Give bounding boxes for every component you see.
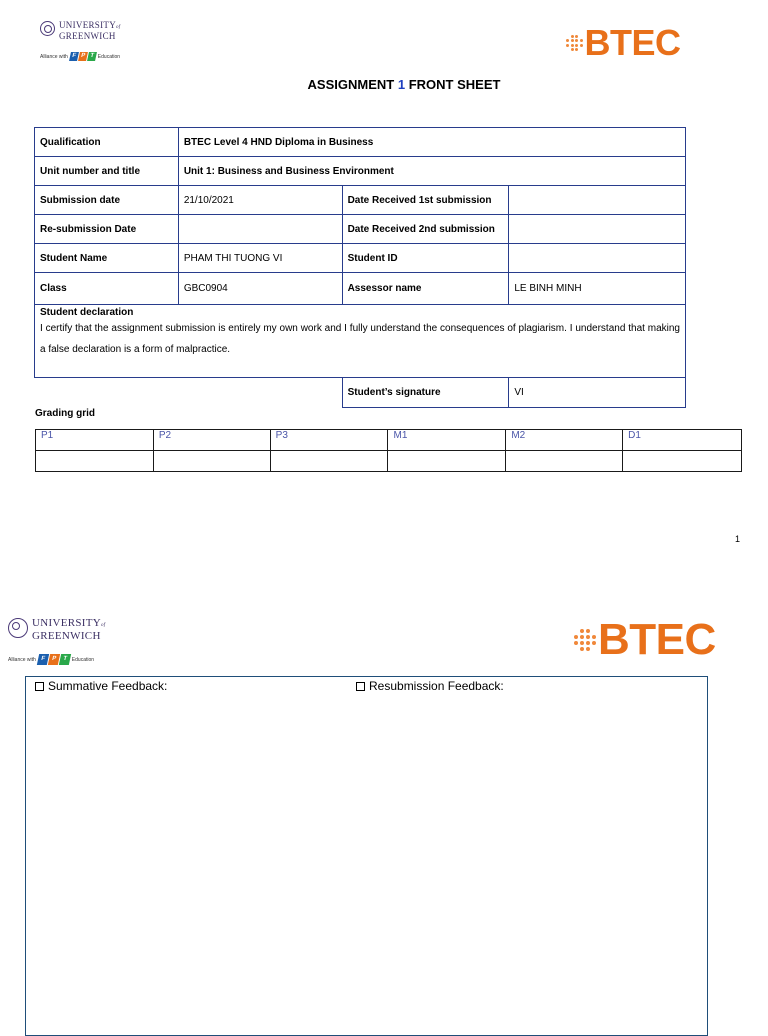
btec-logo-2 <box>574 615 716 665</box>
fpt-t: T <box>87 52 97 61</box>
grade-p3-value <box>270 451 388 472</box>
signature-label: Student’s signature <box>342 378 509 408</box>
grading-value-row <box>36 451 742 472</box>
date-received-2nd-value <box>509 215 686 244</box>
logo-line1: UNIVERSITY <box>59 20 116 30</box>
qualification-label: Qualification <box>35 128 179 157</box>
alliance-text: Alliance with <box>40 53 68 60</box>
title-assignment: ASSIGNMENT <box>307 77 395 92</box>
alliance-line <box>40 52 120 61</box>
fpt-logo <box>70 52 96 61</box>
declaration-heading: Student declaration <box>40 307 134 318</box>
fpt-f: F <box>69 52 79 61</box>
row-student <box>35 244 686 273</box>
row-submission <box>35 186 686 215</box>
resubmission-date-label: Re-submission Date <box>35 215 179 244</box>
resubmission-feedback-text: Resubmission Feedback: <box>369 679 504 693</box>
btec-dots-icon <box>566 35 583 52</box>
btec-wordmark-2: BTEC <box>598 615 716 664</box>
grade-m2-value <box>506 451 623 472</box>
fpt-p: P <box>78 52 88 61</box>
logo2-line1: UNIVERSITY <box>32 617 101 629</box>
class-label: Class <box>35 273 179 305</box>
unit-value: Unit 1: Business and Business Environment <box>178 157 685 186</box>
submission-date-value: 21/10/2021 <box>178 186 342 215</box>
unit-label: Unit number and title <box>35 157 179 186</box>
grade-p1-value <box>36 451 154 472</box>
grade-d1-value <box>623 451 742 472</box>
grade-d1: D1 <box>623 430 742 451</box>
page-title <box>0 77 768 92</box>
resubmission-checkbox-icon[interactable] <box>356 682 365 691</box>
grade-p2-value <box>153 451 270 472</box>
student-name-value: PHAM THI TUONG VI <box>178 244 342 273</box>
class-value: GBC0904 <box>178 273 342 305</box>
logo-line2: GREENWICH <box>59 31 116 41</box>
alliance-line-2 <box>8 654 94 665</box>
grade-p3: P3 <box>270 430 388 451</box>
greenwich-logo <box>40 21 121 41</box>
grade-m1: M1 <box>388 430 506 451</box>
title-front-sheet: FRONT SHEET <box>408 77 501 92</box>
logo2-line2: GREENWICH <box>32 630 101 642</box>
date-received-2nd-label: Date Received 2nd submission <box>342 215 509 244</box>
grading-grid-title: Grading grid <box>35 408 95 419</box>
student-name-label: Student Name <box>35 244 179 273</box>
signature-value: VI <box>509 378 686 408</box>
resubmission-feedback-label <box>356 679 504 693</box>
grading-grid-table <box>35 429 742 472</box>
fpt-logo-2 <box>38 654 70 665</box>
summative-feedback-text: Summative Feedback: <box>48 679 168 693</box>
btec-wordmark: BTEC <box>584 22 681 63</box>
row-signature <box>35 378 686 408</box>
submission-date-label: Submission date <box>35 186 179 215</box>
front-sheet-table <box>34 127 686 408</box>
grade-m1-value <box>388 451 506 472</box>
education-text: Education <box>97 53 121 60</box>
greenwich-logo-2 <box>8 618 106 642</box>
grade-m2: M2 <box>506 430 623 451</box>
logo2-of: of <box>101 623 106 628</box>
fpt2-p: P <box>48 654 60 665</box>
assessor-name-label: Assessor name <box>342 273 509 305</box>
alliance-text-2: Alliance with <box>8 656 36 663</box>
btec-logo <box>566 22 681 64</box>
fpt2-f: F <box>37 654 49 665</box>
grade-p2: P2 <box>153 430 270 451</box>
student-id-value <box>509 244 686 273</box>
fpt2-t: T <box>59 654 71 665</box>
date-received-1st-value <box>509 186 686 215</box>
row-declaration <box>35 305 686 378</box>
declaration-cell <box>35 305 686 378</box>
row-class <box>35 273 686 305</box>
assessor-name-value: LE BINH MINH <box>509 273 686 305</box>
btec-dots-icon-2 <box>574 629 596 651</box>
row-unit <box>35 157 686 186</box>
grading-header-row <box>36 430 742 451</box>
resubmission-date-value <box>178 215 342 244</box>
feedback-box <box>25 676 708 1036</box>
page-number: 1 <box>735 534 741 544</box>
summative-feedback-label <box>35 679 167 693</box>
logo-of: of <box>116 25 121 30</box>
qualification-value: BTEC Level 4 HND Diploma in Business <box>178 128 685 157</box>
row-qualification <box>35 128 686 157</box>
row-resubmission <box>35 215 686 244</box>
date-received-1st-label: Date Received 1st submission <box>342 186 509 215</box>
signature-blank <box>35 378 343 408</box>
summative-checkbox-icon[interactable] <box>35 682 44 691</box>
university-seal-icon-2 <box>8 618 28 638</box>
declaration-text: I certify that the assignment submission is entirely my own work and I fully understand the consequences of plagiarism. I understand that making a false declaration is a form of malpractice. <box>40 323 680 355</box>
student-id-label: Student ID <box>342 244 509 273</box>
grade-p1: P1 <box>36 430 154 451</box>
title-number: 1 <box>397 77 406 92</box>
education-text-2: Education <box>71 656 95 663</box>
university-seal-icon <box>40 21 55 36</box>
